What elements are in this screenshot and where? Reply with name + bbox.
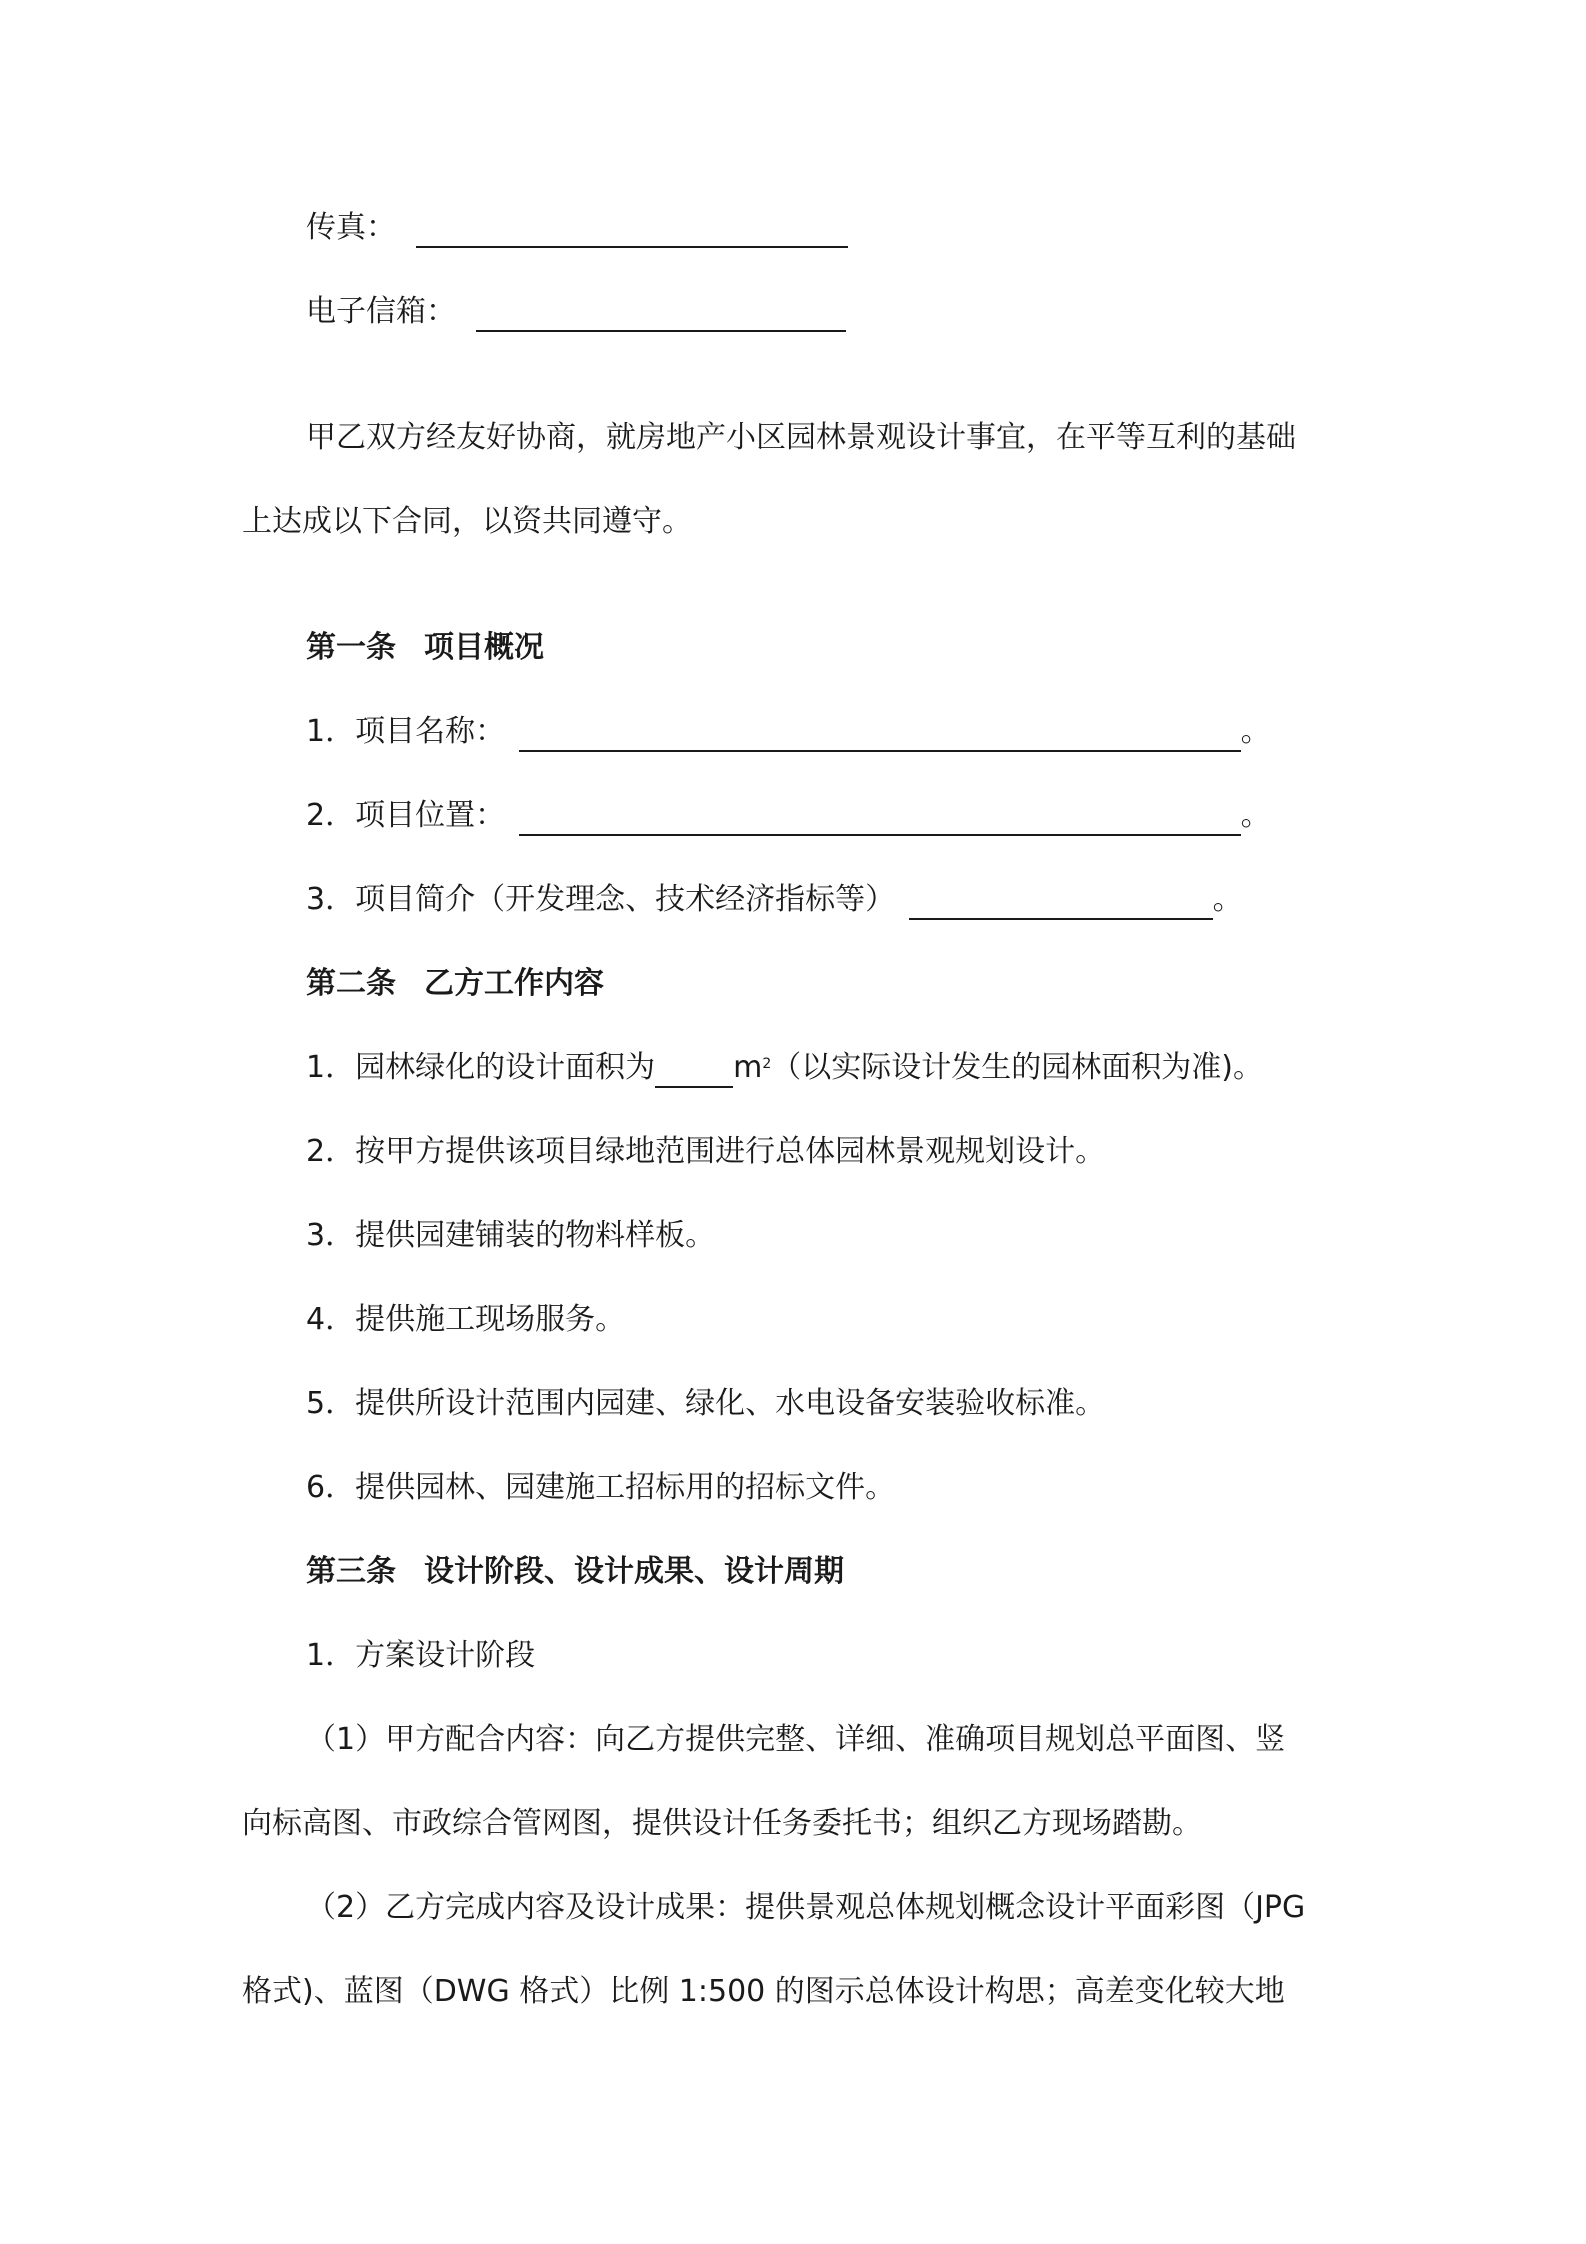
work-item-5: 5．提供所设计范围内园建、绿化、水电设备安装验收标准。 xyxy=(306,1386,1106,1421)
project-name-label: 1．项目名称： xyxy=(306,714,506,749)
article-2-title: 乙方工作内容 xyxy=(424,966,604,1001)
article-1-heading xyxy=(306,628,544,668)
project-location-field: 2．项目位置： 。 xyxy=(306,796,1271,836)
article-1-title: 项目概况 xyxy=(424,630,544,665)
fax-blank[interactable] xyxy=(416,214,848,248)
intro-line-2: 上达成以下合同，以资共同遵守。 xyxy=(242,504,692,539)
work-item-3: 3．提供园建铺装的物料样板。 xyxy=(306,1218,716,1253)
email-blank[interactable] xyxy=(476,298,846,332)
project-name-blank[interactable] xyxy=(519,718,1241,752)
intro-line-1: 甲乙双方经友好协商，就房地产小区园林景观设计事宜，在平等互利的基础 xyxy=(306,420,1296,455)
article-3-heading xyxy=(306,1552,844,1592)
email-field xyxy=(306,292,846,332)
stage-1-heading: 1．方案设计阶段 xyxy=(306,1638,536,1673)
article-2-heading xyxy=(306,964,604,1004)
fax-label: 传真： xyxy=(306,210,396,245)
email-label: 电子信箱： xyxy=(306,294,456,329)
clause-2-line-1: （2）乙方完成内容及设计成果：提供景观总体规划概念设计平面彩图（JPG xyxy=(306,1890,1306,1925)
project-location-label: 2．项目位置： xyxy=(306,798,506,833)
work-item-2: 2．按甲方提供该项目绿地范围进行总体园林景观规划设计。 xyxy=(306,1134,1106,1169)
project-intro-label: 3．项目简介（开发理念、技术经济指标等） xyxy=(306,882,896,917)
fax-field xyxy=(306,208,848,248)
project-name-field: 1．项目名称： 。 xyxy=(306,712,1271,752)
design-area-item: 1．园林绿化的设计面积为 $m^2$（以实际设计发生的园林面积为准)。 xyxy=(306,1048,1263,1088)
design-area-blank[interactable] xyxy=(655,1054,733,1088)
article-2-number: 第二条 xyxy=(306,966,396,1001)
project-location-blank[interactable] xyxy=(519,802,1241,836)
project-intro-field: 3．项目简介（开发理念、技术经济指标等） 。 xyxy=(306,880,1243,920)
article-1-number: 第一条 xyxy=(306,630,396,665)
article-3-number: 第三条 xyxy=(306,1554,396,1589)
clause-1-line-2: 向标高图、市政综合管网图，提供设计任务委托书；组织乙方现场踏勘。 xyxy=(242,1806,1202,1841)
article-3-title: 设计阶段、设计成果、设计周期 xyxy=(424,1554,844,1589)
clause-2-line-2: 格式)、蓝图（DWG 格式）比例 1:500 的图示总体设计构思；高差变化较大地 xyxy=(242,1974,1285,2009)
project-intro-blank[interactable] xyxy=(909,886,1213,920)
clause-1-line-1: （1）甲方配合内容：向乙方提供完整、详细、准确项目规划总平面图、竖 xyxy=(306,1722,1286,1757)
work-item-6: 6．提供园林、园建施工招标用的招标文件。 xyxy=(306,1470,896,1505)
work-item-4: 4．提供施工现场服务。 xyxy=(306,1302,626,1337)
